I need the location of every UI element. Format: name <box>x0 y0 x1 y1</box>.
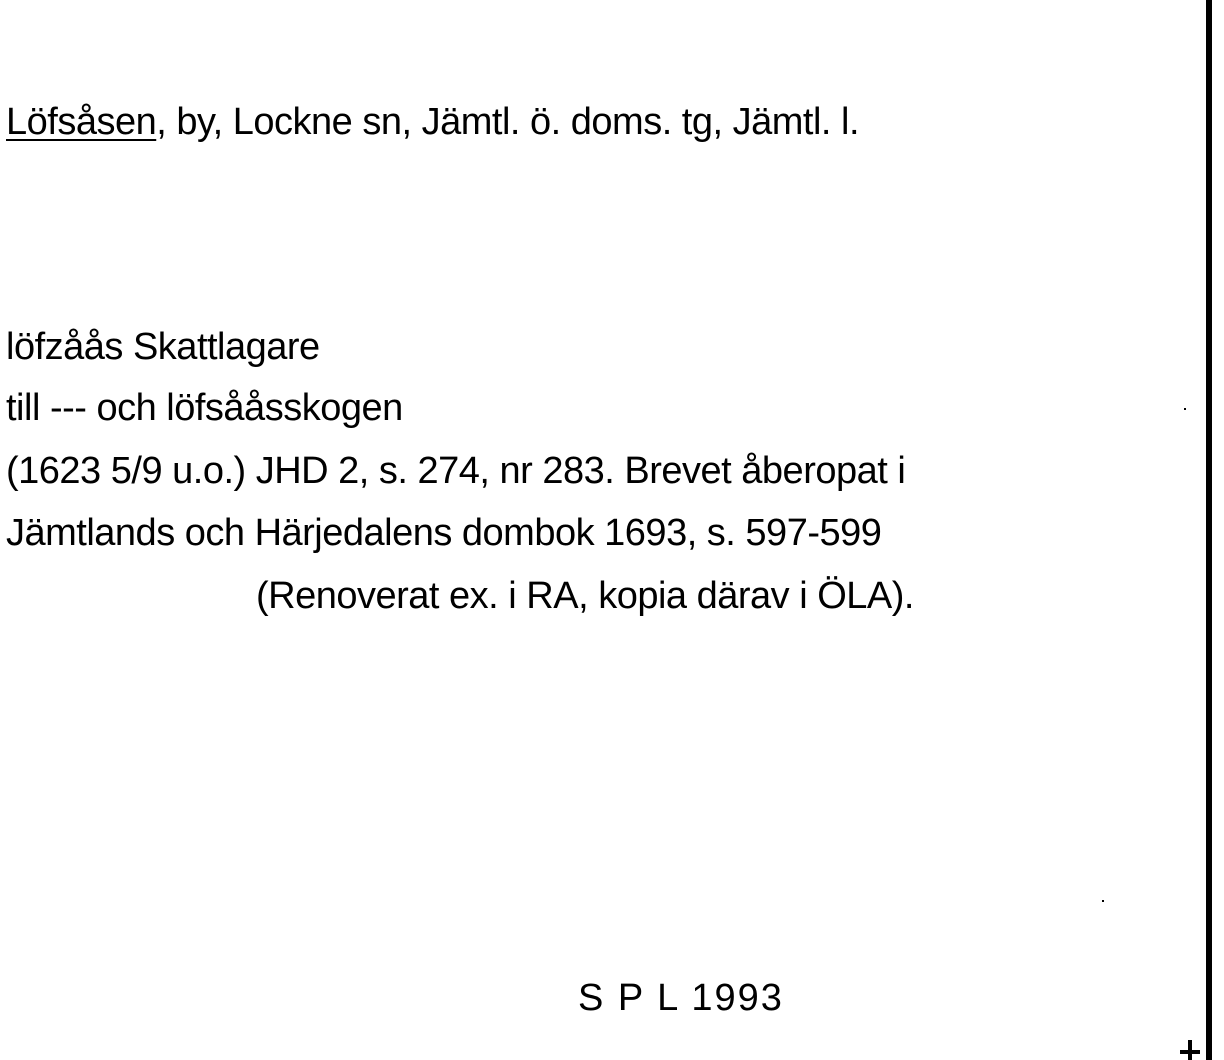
dombok-reference-line: Jämtlands och Härjedalens dombok 1693, s. 597-599 <box>6 512 882 554</box>
signature: S P L 1993 <box>578 977 784 1019</box>
card-heading <box>6 100 859 144</box>
headword: Löfsåsen <box>6 101 157 143</box>
source-reference-line: (1623 5/9 u.o.) JHD 2, s. 274, nr 283. Brevet åberopat i <box>6 450 906 492</box>
archive-note-line: (Renoverat ex. i RA, kopia därav i ÖLA). <box>256 575 914 617</box>
scan-edge-border <box>1206 0 1212 1060</box>
scan-speck <box>1102 900 1104 902</box>
quote-line-2: till --- och löfsååsskogen <box>6 387 403 429</box>
heading-details: , by, Lockne sn, Jämtl. ö. doms. tg, Jämtl. l. <box>156 101 860 143</box>
quote-line-1: löfzåås Skattlagare <box>6 326 320 368</box>
corner-cross-mark <box>1180 1040 1200 1060</box>
scan-speck <box>1184 408 1186 410</box>
